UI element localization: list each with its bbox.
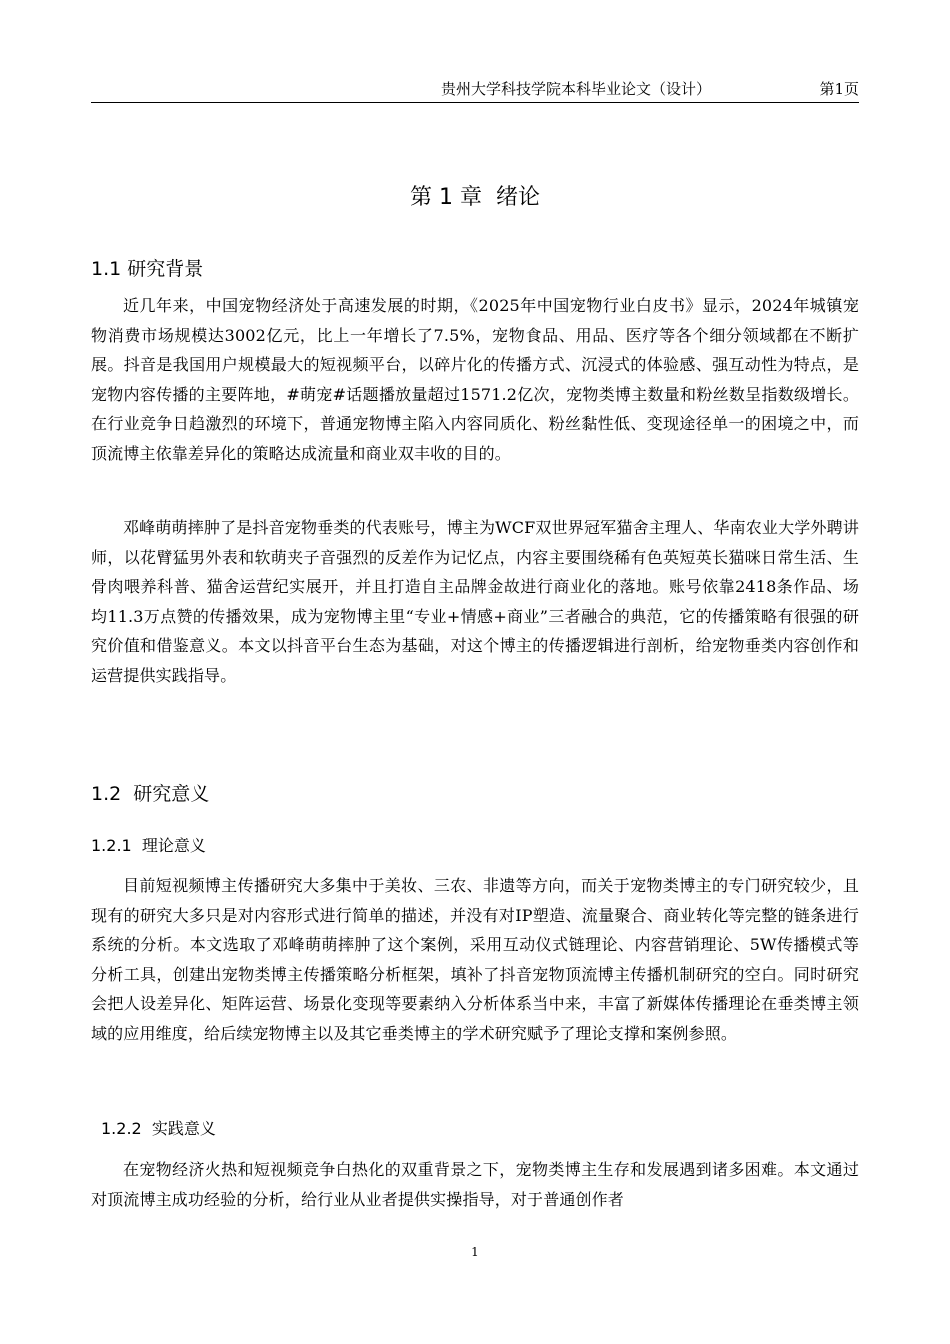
paragraph-background-1: 近几年来，中国宠物经济处于高速发展的时期，《2025年中国宠物行业白皮书》显示，2024年城镇宠物消费市场规模达3002亿元，比上一年增长了7.5%，宠物食品、用品、医疗等各个细分领域都在不断扩展。抖音是我国用户规模最大的短视频平台，以碎片化的传播方式、沉浸式的体验感、强互动性为特点，是宠物内容传播的主要阵地，#萌宠#话题播放量超过1571.2亿次，宠物类博主数量和粉丝数呈指数级增长。在行业竞争日趋激烈的环境下，普通宠物博主陷入内容同质化、粉丝黏性低、变现途径单一的困境之中，而顶流博主依靠差异化的策略达成流量和商业双丰收的目的。 [91,296,859,463]
paragraph-background-2: 邓峰萌萌摔肿了是抖音宠物垂类的代表账号，博主为WCF双世界冠军猫舍主理人、华南农业大学外聘讲师，以花臂猛男外表和软萌夹子音强烈的反差作为记忆点，内容主要围绕稀有色英短英长猫咪日常生活、生骨肉喂养科普、猫舍运营纪实展开，并且打造自主品牌金故进行商业化的落地。账号依靠2418条作品、场均11.3万点赞的传播效果，成为宠物博主里“专业+情感+商业”三者融合的典范，它的传播策略有很强的研究价值和借鉴意义。本文以抖音平台生态为基础，对这个博主的传播逻辑进行剖析，给宠物垂类内容创作和运营提供实践指导。 [91,518,859,685]
footer-page-number: 1 [471,1245,479,1259]
header-title: 贵州大学科技学院本科毕业论文（设计） [440,80,711,98]
header-page-number: 第1页 [819,80,859,98]
section-heading-1-1: 1.1 研究背景 [91,258,204,280]
subsection-heading-1-2-2: 1.2.2 实践意义 [101,1119,216,1138]
chapter-title: 第 1 章 绪论 [410,185,540,210]
subsection-heading-1-2-1: 1.2.1 理论意义 [91,836,206,855]
paragraph-practical-significance: 在宠物经济火热和短视频竞争白热化的双重背景之下，宠物类博主生存和发展遇到诸多困难。本文通过对顶流博主成功经验的分析，给行业从业者提供实操指导，对于普通创作者 [91,1160,859,1209]
section-heading-1-2: 1.2 研究意义 [91,783,210,805]
page-header [91,76,859,103]
paragraph-theoretical-significance: 目前短视频博主传播研究大多集中于美妆、三农、非遗等方向，而关于宠物类博主的专门研究较少，且现有的研究大多只是对内容形式进行简单的描述，并没有对IP塑造、流量聚合、商业转化等完整的链条进行系统的分析。本文选取了邓峰萌萌摔肿了这个案例，采用互动仪式链理论、内容营销理论、5W传播模式等分析工具，创建出宠物类博主传播策略分析框架，填补了抖音宠物顶流博主传播机制研究的空白。同时研究会把人设差异化、矩阵运营、场景化变现等要素纳入分析体系当中来，丰富了新媒体传播理论在垂类博主领域的应用维度，给后续宠物博主以及其它垂类博主的学术研究赋予了理论支撑和案例参照。 [91,876,859,1043]
